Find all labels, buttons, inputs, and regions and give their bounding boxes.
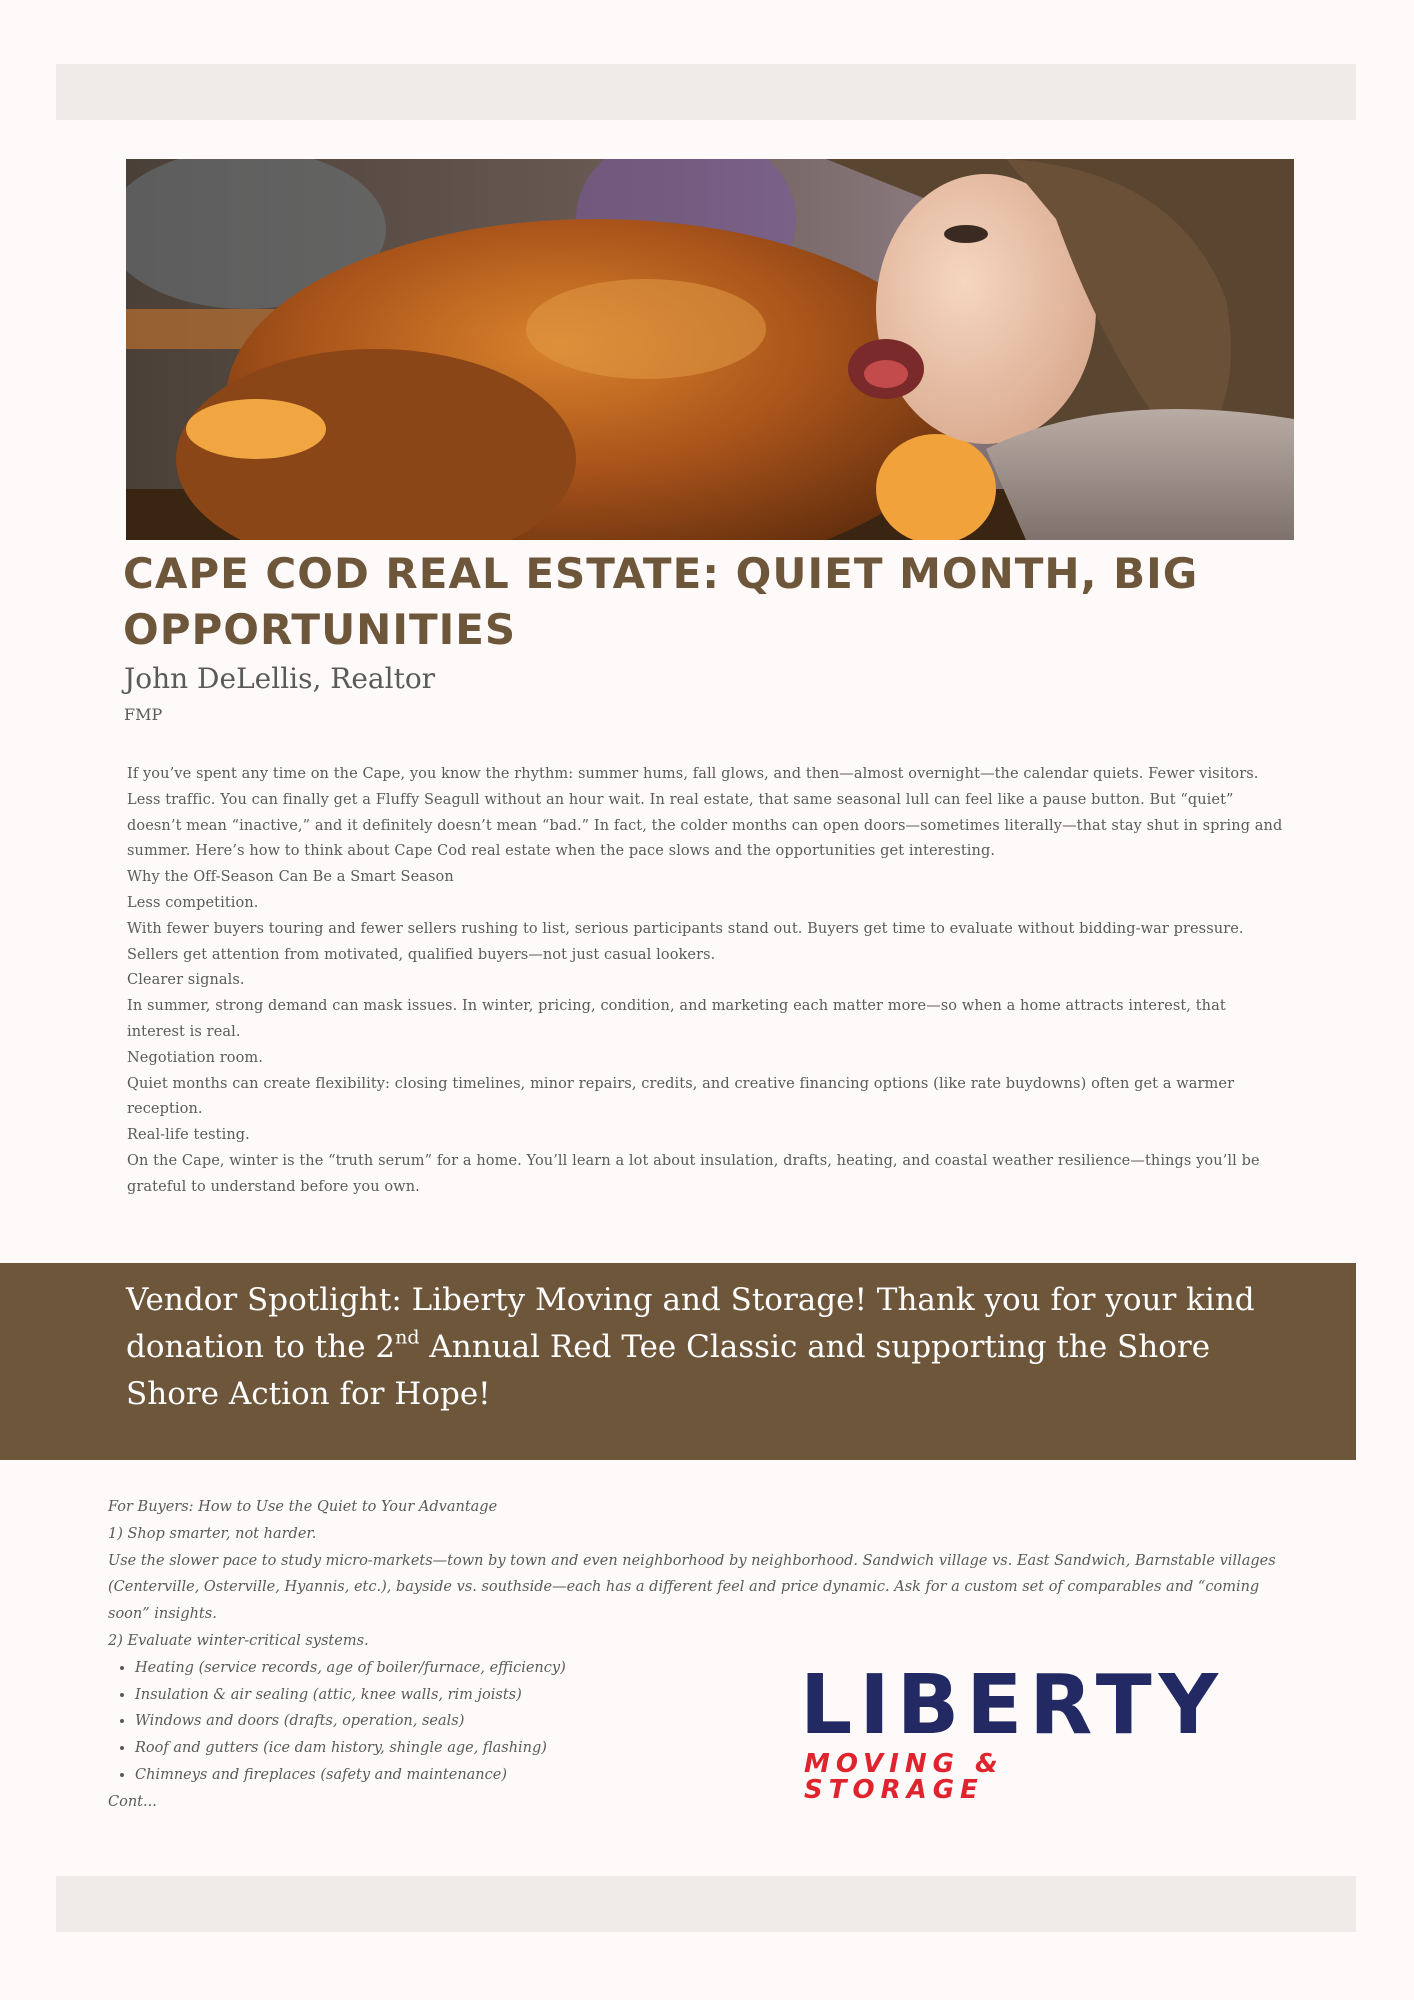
buyers-heading: For Buyers: How to Use the Quiet to Your Advantage (108, 1499, 498, 1515)
vendor-spotlight-banner (0, 1263, 1356, 1460)
footer-band (56, 1876, 1356, 1932)
buyers-item1-title: 1) Shop smarter, not harder. (108, 1525, 317, 1542)
continued-note: Cont... (108, 1793, 157, 1810)
article-body (127, 762, 1287, 1201)
point-body-negotiation: Quiet months can create flexibility: closing timelines, minor repairs, credits, and creative financing options (like rate buydowns) often get a warmer reception. (127, 1075, 1235, 1118)
article-title: CAPE COD REAL ESTATE: QUIET MONTH, BIG OPPORTUNITIES (123, 549, 1199, 654)
intro-paragraph: If you’ve spent any time on the Cape, you know the rhythm: summer hums, fall glows, and then—almost overnight—the calendar quiets. Fewer visitors. Less traffic. You can finally get a Fluffy Seagull without an hour wait. In real estate, that same seasonal lull can feel like a pause button. But “quiet” doesn’t mean “inactive,” and it definitely doesn’t mean “bad.” In fact, the colder months can open doors—sometimes literally—that stay shut in spring and summer. Here’s how to think about Cape Cod real estate when the pace slows and the opportunities get interesting. (127, 766, 1283, 860)
list-item: • Windows and doors (drafts, operation, seals) (135, 1708, 1288, 1735)
list-item: • Roof and gutters (ice dam history, shingle age, flashing) (135, 1735, 1288, 1762)
point-title-signals: Clearer signals. (127, 972, 245, 989)
list-item: • Chimneys and fireplaces (safety and maintenance) (135, 1762, 1288, 1789)
turkey-photo-icon (126, 159, 1294, 540)
logo-tagline: MOVING & STORAGE (804, 1749, 1004, 1805)
header-band (56, 64, 1356, 120)
liberty-logo (800, 1658, 1226, 1805)
point-title-testing: Real-life testing. (127, 1127, 250, 1144)
point-title-negotiation: Negotiation room. (127, 1049, 263, 1066)
point-body-competition: With fewer buyers touring and fewer sellers rushing to list, serious participants stand out. Buyers get time to evaluate without bidding-war pressure. Sellers get attention from motivated, qualified buyers—not just casual lookers. (127, 920, 1244, 963)
point-title-competition: Less competition. (127, 894, 259, 911)
buyers-item1-body: Use the slower pace to study micro-markets—town by town and even neighborhood by neighborhood. Sandwich village vs. East Sandwich, Barnstable villages (Centerville, Osterville, Hyannis, etc.), bayside vs. southside—each has a different feel and price dynamic. Ask for a custom set of comparables and “coming soon” insights. (108, 1552, 1276, 1623)
list-item: • Insulation & air sealing (attic, knee walls, rim joists) (135, 1682, 1288, 1709)
list-item: • Heating (service records, age of boiler/furnace, efficiency) (135, 1655, 1288, 1682)
logo-wordmark: LIBERTY (800, 1658, 1226, 1753)
buyers-item2-title: 2) Evaluate winter-critical systems. (108, 1632, 369, 1649)
point-body-testing: On the Cape, winter is the “truth serum” for a home. You’ll learn a lot about insulation, drafts, heating, and coastal weather resilience—things you’ll be grateful to understand before you own. (127, 1152, 1260, 1195)
author-name: John DeLellis, Realtor (124, 662, 436, 695)
hero-image (126, 159, 1294, 540)
section-heading: Why the Off-Season Can Be a Smart Season (127, 869, 454, 886)
author-credential: FMP (124, 705, 163, 724)
point-body-signals: In summer, strong demand can mask issues. In winter, pricing, condition, and marketing each matter more—so when a home attracts interest, that interest is real. (127, 998, 1226, 1040)
spotlight-text: Vendor Spotlight: Liberty Moving and Storage! Thank you for your kind donation to the 2nd Annual Red Tee Classic and supporting the Shore Shore Action for Hope! (126, 1282, 1255, 1412)
